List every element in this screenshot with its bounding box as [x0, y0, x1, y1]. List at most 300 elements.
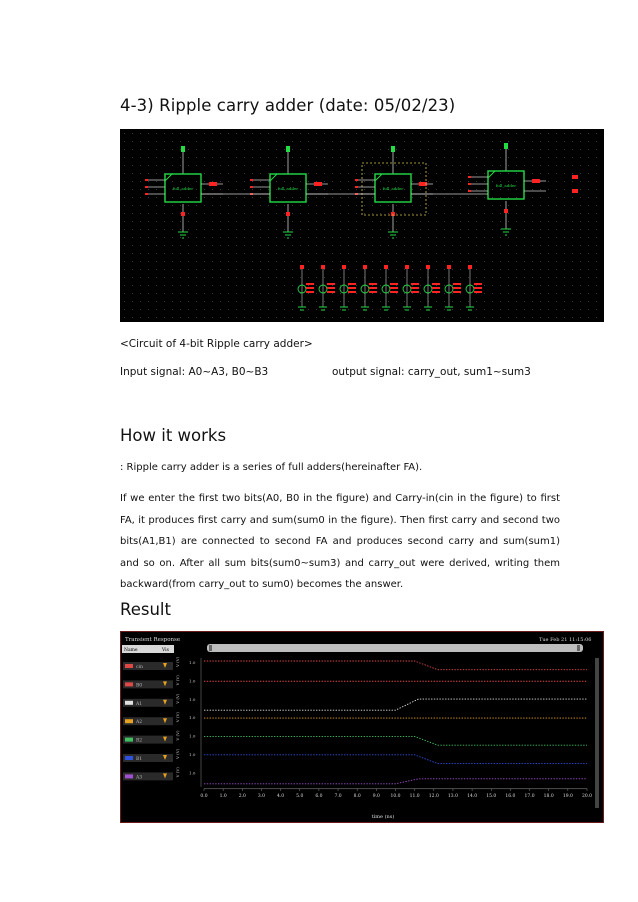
grid-dot: [268, 181, 269, 182]
grid-dot: [348, 285, 349, 286]
grid-dot: [156, 165, 157, 166]
grid-dot: [476, 253, 477, 254]
grid-dot: [476, 189, 477, 190]
grid-dot: [132, 245, 133, 246]
source-param: [306, 287, 314, 289]
scrollbar-right-handle[interactable]: [577, 645, 580, 651]
grid-dot: [308, 157, 309, 158]
grid-dot: [420, 237, 421, 238]
grid-dot: [324, 205, 325, 206]
grid-dot: [156, 269, 157, 270]
grid-dot: [492, 141, 493, 142]
grid-dot: [244, 285, 245, 286]
grid-dot: [140, 277, 141, 278]
grid-dot: [556, 221, 557, 222]
grid-dot: [268, 189, 269, 190]
grid-dot: [300, 261, 301, 262]
grid-dot: [572, 269, 573, 270]
grid-dot: [268, 173, 269, 174]
grid-dot: [276, 205, 277, 206]
grid-dot: [124, 141, 125, 142]
grid-dot: [516, 293, 517, 294]
horizontal-scrollbar[interactable]: [207, 644, 583, 652]
grid-dot: [476, 261, 477, 262]
grid-dot: [244, 309, 245, 310]
grid-dot: [324, 165, 325, 166]
grid-dot: [484, 229, 485, 230]
grid-dot: [204, 197, 205, 198]
y-tick-label: 1.0: [189, 770, 196, 776]
grid-dot: [316, 237, 317, 238]
x-tick-label: 16.0: [505, 793, 516, 799]
grid-dot: [268, 197, 269, 198]
signal-color-swatch: [125, 701, 133, 705]
grid-dot: [252, 133, 253, 134]
grid-dot: [508, 237, 509, 238]
grid-dot: [292, 157, 293, 158]
grid-dot: [212, 253, 213, 254]
grid-dot: [140, 197, 141, 198]
source-param: [348, 283, 356, 285]
grid-dot: [380, 261, 381, 262]
grid-dot: [132, 253, 133, 254]
grid-dot: [252, 141, 253, 142]
grid-dot: [340, 229, 341, 230]
source-param: [369, 283, 377, 285]
result-heading: Result: [120, 600, 171, 619]
grid-dot: [452, 181, 453, 182]
grid-dot: [492, 253, 493, 254]
grid-dot: [588, 293, 589, 294]
grid-dot: [140, 261, 141, 262]
grid-dot: [156, 245, 157, 246]
grid-dot: [132, 149, 133, 150]
grid-dot: [468, 173, 469, 174]
grid-dot: [180, 285, 181, 286]
grid-dot: [172, 221, 173, 222]
grid-dot: [284, 221, 285, 222]
grid-dot: [188, 205, 189, 206]
grid-dot: [428, 141, 429, 142]
grid-dot: [172, 285, 173, 286]
grid-dot: [476, 221, 477, 222]
grid-dot: [420, 309, 421, 310]
grid-dot: [436, 301, 437, 302]
grid-dot: [180, 237, 181, 238]
grid-dot: [348, 229, 349, 230]
grid-dot: [508, 157, 509, 158]
grid-dot: [308, 253, 309, 254]
grid-dot: [580, 157, 581, 158]
grid-dot: [540, 293, 541, 294]
grid-dot: [596, 221, 597, 222]
grid-dot: [468, 133, 469, 134]
x-tick-label: 10.0: [390, 793, 401, 799]
grid-dot: [188, 269, 189, 270]
grid-dot: [220, 133, 221, 134]
grid-dot: [412, 269, 413, 270]
grid-dot: [260, 245, 261, 246]
signal-name: A3: [136, 775, 143, 781]
grid-dot: [516, 181, 517, 182]
grid-dot: [516, 277, 517, 278]
grid-dot: [404, 317, 405, 318]
grid-dot: [204, 213, 205, 214]
grid-dot: [348, 269, 349, 270]
grid-dot: [508, 189, 509, 190]
grid-dot: [572, 213, 573, 214]
y-axis-label: V (V): [175, 675, 180, 686]
grid-dot: [156, 237, 157, 238]
grid-dot: [148, 141, 149, 142]
grid-dot: [452, 309, 453, 310]
grid-dot: [212, 293, 213, 294]
grid-dot: [324, 133, 325, 134]
x-tick-label: 14.0: [467, 793, 478, 799]
grid-dot: [556, 253, 557, 254]
grid-dot: [212, 181, 213, 182]
grid-dot: [540, 197, 541, 198]
grid-dot: [188, 133, 189, 134]
grid-dot: [396, 157, 397, 158]
grid-dot: [468, 189, 469, 190]
grid-dot: [220, 245, 221, 246]
grid-dot: [196, 221, 197, 222]
grid-dot: [156, 141, 157, 142]
grid-dot: [572, 221, 573, 222]
grid-dot: [572, 173, 573, 174]
grid-dot: [324, 141, 325, 142]
grid-dot: [356, 205, 357, 206]
grid-dot: [340, 237, 341, 238]
grid-dot: [580, 165, 581, 166]
grid-dot: [492, 149, 493, 150]
grid-dot: [308, 213, 309, 214]
grid-dot: [276, 213, 277, 214]
grid-dot: [164, 221, 165, 222]
grid-dot: [220, 157, 221, 158]
grid-dot: [516, 189, 517, 190]
grid-dot: [316, 285, 317, 286]
grid-dot: [396, 229, 397, 230]
grid-dot: [276, 317, 277, 318]
grid-dot: [188, 213, 189, 214]
grid-dot: [588, 317, 589, 318]
grid-dot: [276, 253, 277, 254]
grid-dot: [124, 309, 125, 310]
grid-dot: [564, 245, 565, 246]
grid-dot: [292, 141, 293, 142]
x-axis-label: time (ns): [371, 814, 395, 820]
grid-dot: [588, 245, 589, 246]
grid-dot: [468, 261, 469, 262]
grid-dot: [284, 261, 285, 262]
grid-dot: [388, 269, 389, 270]
grid-dot: [284, 309, 285, 310]
grid-dot: [324, 229, 325, 230]
grid-dot: [212, 213, 213, 214]
grid-dot: [308, 245, 309, 246]
grid-dot: [532, 301, 533, 302]
grid-dot: [252, 269, 253, 270]
grid-dot: [276, 141, 277, 142]
grid-dot: [228, 293, 229, 294]
grid-dot: [580, 245, 581, 246]
grid-dot: [204, 245, 205, 246]
grid-dot: [532, 253, 533, 254]
grid-dot: [332, 285, 333, 286]
grid-dot: [364, 173, 365, 174]
grid-dot: [332, 317, 333, 318]
ripple-carry-adder-schematic: [120, 129, 604, 322]
grid-dot: [444, 293, 445, 294]
grid-dot: [356, 133, 357, 134]
grid-dot: [436, 253, 437, 254]
grid-dot: [220, 253, 221, 254]
scrollbar-left-handle[interactable]: [209, 645, 212, 651]
grid-dot: [564, 261, 565, 262]
grid-dot: [516, 197, 517, 198]
grid-dot: [460, 309, 461, 310]
grid-dot: [244, 165, 245, 166]
grid-dot: [420, 285, 421, 286]
grid-dot: [340, 181, 341, 182]
grid-dot: [260, 173, 261, 174]
full-adder-block-1: [250, 146, 328, 238]
grid-dot: [508, 293, 509, 294]
grid-dot: [132, 221, 133, 222]
grid-dot: [460, 237, 461, 238]
grid-dot: [300, 253, 301, 254]
grid-dot: [412, 229, 413, 230]
grid-dot: [324, 301, 325, 302]
grid-dot: [172, 181, 173, 182]
grid-dot: [260, 229, 261, 230]
grid-dot: [388, 133, 389, 134]
grid-dot: [348, 317, 349, 318]
grid-dot: [244, 261, 245, 262]
grid-dot: [172, 165, 173, 166]
grid-dot: [540, 229, 541, 230]
grid-dot: [372, 141, 373, 142]
grid-dot: [380, 197, 381, 198]
grid-dot: [340, 245, 341, 246]
grid-dot: [236, 133, 237, 134]
grid-dot: [548, 141, 549, 142]
grid-dot: [420, 149, 421, 150]
y-tick-label: 1.0: [189, 752, 196, 757]
grid-dot: [164, 269, 165, 270]
grid-dot: [564, 197, 565, 198]
grid-dot: [188, 229, 189, 230]
grid-dot: [204, 285, 205, 286]
grid-dot: [364, 165, 365, 166]
grid-dot: [204, 141, 205, 142]
grid-dot: [396, 149, 397, 150]
grid-dot: [524, 285, 525, 286]
signal-name: cin: [136, 665, 143, 670]
grid-dot: [444, 197, 445, 198]
grid-dot: [204, 149, 205, 150]
grid-dot: [148, 149, 149, 150]
grid-dot: [292, 237, 293, 238]
grid-dot: [292, 181, 293, 182]
grid-dot: [588, 157, 589, 158]
grid-dot: [444, 141, 445, 142]
grid-dot: [164, 237, 165, 238]
grid-dot: [268, 269, 269, 270]
grid-dot: [228, 261, 229, 262]
grid-dot: [188, 277, 189, 278]
grid-dot: [388, 261, 389, 262]
grid-dot: [284, 229, 285, 230]
grid-dot: [420, 245, 421, 246]
grid-dot: [556, 213, 557, 214]
grid-dot: [508, 317, 509, 318]
grid-dot: [244, 133, 245, 134]
y-axis-label: V (V): [175, 748, 180, 759]
grid-dot: [484, 285, 485, 286]
grid-dot: [548, 309, 549, 310]
grid-dot: [316, 301, 317, 302]
grid-dot: [412, 205, 413, 206]
grid-dot: [340, 277, 341, 278]
grid-dot: [188, 221, 189, 222]
grid-dot: [396, 205, 397, 206]
grid-dot: [260, 301, 261, 302]
vertical-scrollbar[interactable]: [595, 658, 599, 808]
grid-dot: [212, 221, 213, 222]
grid-dot: [588, 213, 589, 214]
grid-dot: [460, 261, 461, 262]
grid-dot: [148, 157, 149, 158]
signal-plot-0: [175, 656, 587, 676]
grid-dot: [308, 317, 309, 318]
grid-dot: [268, 261, 269, 262]
grid-dot: [564, 253, 565, 254]
grid-dot: [500, 189, 501, 190]
y-axis-label: V (V): [175, 767, 180, 778]
grid-dot: [484, 141, 485, 142]
grid-dot: [156, 277, 157, 278]
grid-dot: [212, 189, 213, 190]
grid-dot: [180, 309, 181, 310]
grid-dot: [284, 149, 285, 150]
grid-dot: [220, 173, 221, 174]
grid-dot: [180, 197, 181, 198]
grid-dot: [220, 229, 221, 230]
grid-dot: [188, 245, 189, 246]
grid-dot: [516, 213, 517, 214]
grid-dot: [356, 277, 357, 278]
grid-dot: [172, 301, 173, 302]
grid-dot: [516, 269, 517, 270]
source-param: [327, 291, 335, 293]
grid-dot: [436, 197, 437, 198]
grid-dot: [588, 165, 589, 166]
grid-dot: [252, 213, 253, 214]
grid-dot: [252, 149, 253, 150]
grid-dot: [220, 221, 221, 222]
grid-dot: [556, 189, 557, 190]
grid-dot: [396, 285, 397, 286]
grid-dot: [372, 261, 373, 262]
grid-dot: [476, 157, 477, 158]
grid-dot: [588, 133, 589, 134]
grid-dot: [420, 317, 421, 318]
grid-dot: [596, 293, 597, 294]
grid-dot: [404, 149, 405, 150]
grid-dot: [212, 309, 213, 310]
grid-dot: [356, 293, 357, 294]
grid-dot: [540, 221, 541, 222]
grid-dot: [468, 197, 469, 198]
grid-dot: [548, 197, 549, 198]
grid-dot: [156, 253, 157, 254]
grid-dot: [556, 309, 557, 310]
grid-dot: [468, 213, 469, 214]
grid-dot: [540, 157, 541, 158]
grid-dot: [436, 245, 437, 246]
grid-dot: [516, 133, 517, 134]
grid-dot: [540, 149, 541, 150]
grid-dot: [476, 245, 477, 246]
x-tick-label: 15.0: [486, 793, 497, 799]
grid-dot: [252, 277, 253, 278]
grid-dot: [244, 277, 245, 278]
gnd-symbol: [340, 307, 348, 310]
grid-dot: [220, 293, 221, 294]
grid-dot: [596, 237, 597, 238]
source-pin: [468, 265, 472, 269]
grid-dot: [580, 181, 581, 182]
gnd-symbol: [319, 307, 327, 310]
grid-dot: [540, 189, 541, 190]
grid-dot: [484, 213, 485, 214]
grid-dot: [532, 245, 533, 246]
grid-dot: [244, 293, 245, 294]
grid-dot: [364, 133, 365, 134]
grid-dot: [564, 189, 565, 190]
grid-dot: [492, 261, 493, 262]
input-pin: [468, 176, 471, 178]
x-tick-label: 12.0: [428, 793, 439, 799]
grid-dot: [212, 133, 213, 134]
grid-dot: [156, 181, 157, 182]
x-tick-label: 8.0: [353, 793, 361, 799]
grid-dot: [500, 261, 501, 262]
grid-dot: [388, 213, 389, 214]
grid-dot: [444, 285, 445, 286]
grid-dot: [204, 157, 205, 158]
grid-dot: [284, 141, 285, 142]
grid-dot: [212, 205, 213, 206]
grid-dot: [140, 205, 141, 206]
grid-dot: [284, 301, 285, 302]
grid-dot: [196, 189, 197, 190]
grid-dot: [252, 165, 253, 166]
signal-color-swatch: [125, 774, 133, 778]
grid-dot: [156, 189, 157, 190]
grid-dot: [420, 253, 421, 254]
grid-dot: [500, 213, 501, 214]
grid-dot: [444, 205, 445, 206]
grid-dot: [204, 133, 205, 134]
grid-dot: [476, 277, 477, 278]
grid-dot: [324, 261, 325, 262]
grid-dot: [396, 197, 397, 198]
input-pin: [145, 186, 148, 188]
